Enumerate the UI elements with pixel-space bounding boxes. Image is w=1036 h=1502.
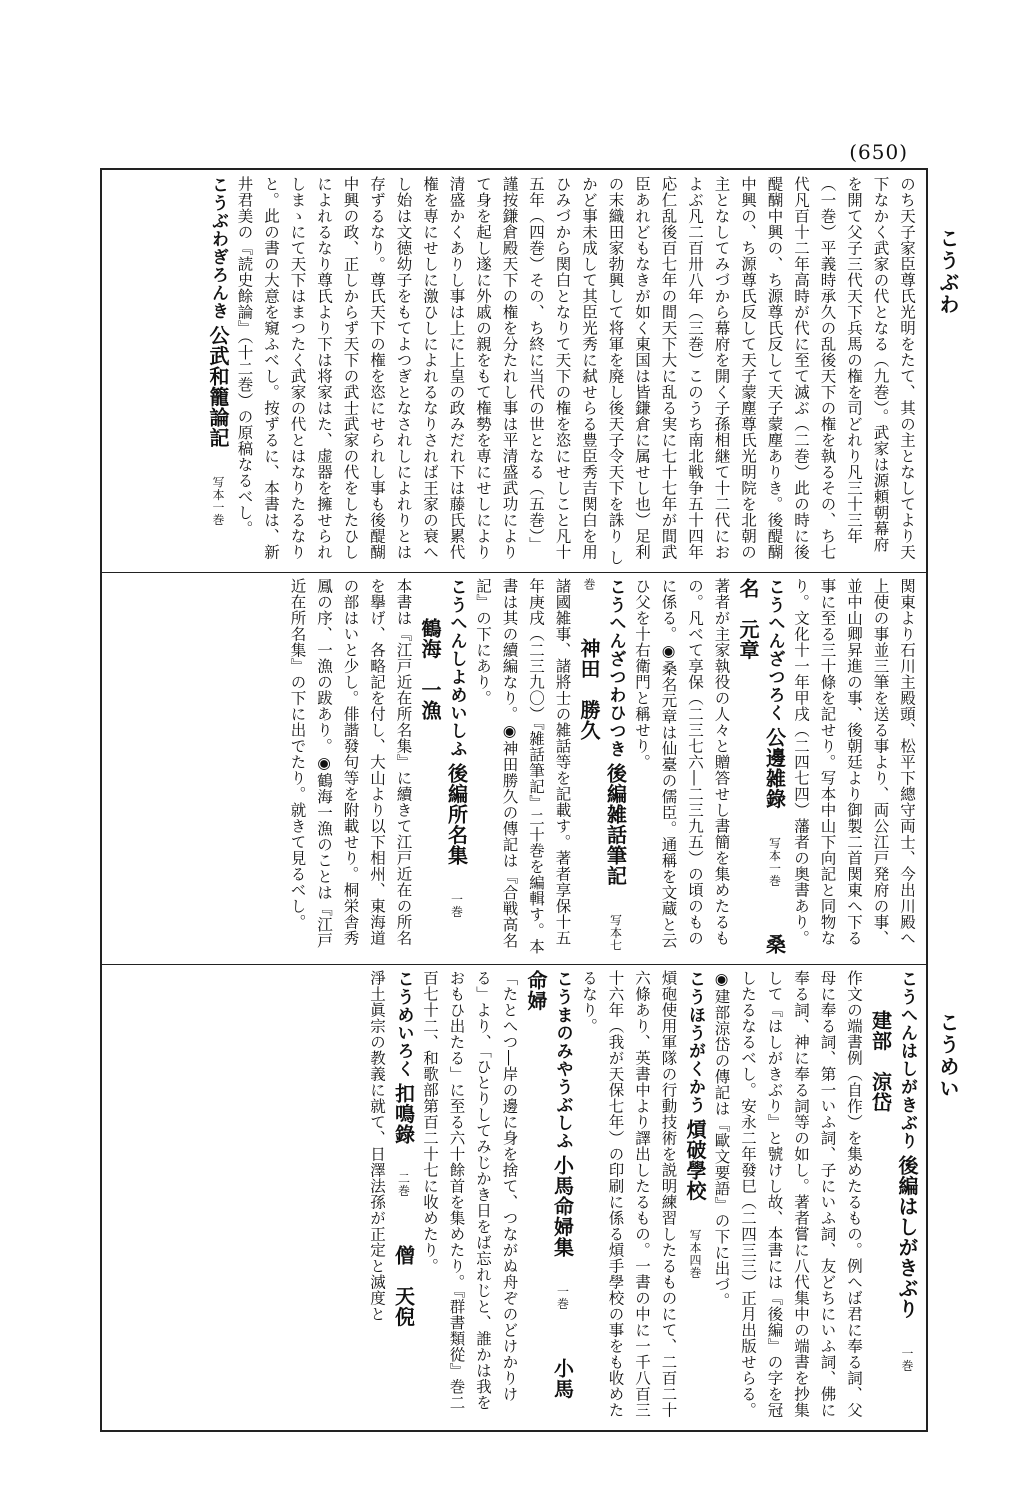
middle-section	[108, 578, 920, 958]
entry-kouhen-zatsuwa-hikki	[470, 578, 629, 958]
entry-body: 著者が主家執役の人々と贈答せし書簡を集めたるもの。凡べて享保（二三七六―二三九五）の頃のものに係る。◉桑名元章は仙臺の儒臣。通稱を文蔵と云ひ父を十右衛門と稱せり。	[633, 578, 731, 949]
entry-title-line	[392, 1083, 416, 1326]
divider-lower	[100, 964, 928, 965]
page-number: (650)	[849, 140, 908, 164]
entry-reading: こうへんざつわひつき	[605, 578, 626, 758]
entry-kouma-no-myoubu-shu	[417, 970, 576, 1426]
entry-body: 諸國雑事、諸將士の雑話等を記載す。著者享保十五年庚戌（二三九〇）『雑話筆記』二十巻を編輯す。本書は其の續編なり。◉神田勝久の傳記は『合戦高名記』の下にあり。	[474, 578, 572, 955]
top-section	[108, 176, 920, 566]
running-head-upper: こうぶわ	[936, 228, 960, 316]
entry-volumes: 写本四巻	[688, 1228, 702, 1279]
entry-title: 後編所名集	[444, 763, 469, 866]
entry-reading: こうへんしよめいしふ	[446, 578, 467, 758]
entry-reading: こうへんざつろく	[764, 578, 785, 722]
entry-body: 作文の端書例（自作）を集めたるもの。例へば君に奉る詞、父母に奉る詞、第一いふ詞、子にいふ詞、友どちにいふ詞、佛に奉る詞、神に奉る詞等の如し。著者嘗に八代集中の端書を抄集して『はしがきぶり』と號けし故、本書には『後編』の字を冠したるなるべし。安永二年發巳（二四三三）正月出版せらる。◉建部涼岱の傳記は『歐文要語』の下に出づ。	[712, 970, 863, 1418]
entry-body: 本書は『江戸近在所名集』に續きて江戸近在の所名を擧げ、各略記を付し、大山より以下相州、東海道の部はいと少し。俳諧發句等を附載せり。桐栄舎秀鳳の序、一漁の跋あり。◉鶴海一漁のことは『江戸近在所名集』の下に出でたり。就きて見るべし。	[288, 578, 413, 949]
entry-author: 神田 勝久	[577, 637, 601, 741]
entry-title: 公邊雑錄	[762, 727, 787, 810]
continued-entry-text: 関東より石川主殿頭、松平下總守両士、今出川殿へ上使の事並三筆を送る事より、両公江戸発府の事、並中山卿昇進の事、後朝廷より御製二首関東へ下る事に至る三十條を記せり。写本中山下向記と同物なり。文化十一年甲戌（二四七四）藩者の奥書あり。	[792, 578, 916, 946]
entry-reading: こうへんはしがきぶり	[897, 970, 917, 1150]
entry-volumes: 写本一巻	[211, 475, 225, 526]
entry-kouhen-hashigakiburi	[708, 970, 920, 1426]
entry-reading: こうほうがくかう	[685, 970, 705, 1114]
entry-kouhou-gakkou	[576, 970, 709, 1426]
entry-reading: こうめいろく	[393, 970, 414, 1078]
entry-author: 鶴海 一漁	[418, 618, 442, 721]
bottom-section	[108, 970, 920, 1426]
entry-body: 淨土眞宗の教義に就て、日澤法孫が正定と滅度と	[368, 970, 386, 1322]
entry-author: 僧 天倪	[391, 1244, 416, 1327]
entry-volumes: 写本七巻	[582, 578, 623, 952]
entry-title: 熕破學校	[683, 1119, 707, 1202]
entry-title-line	[683, 1119, 707, 1278]
entry-koumeiroku	[364, 970, 417, 1426]
entry-volumes: 写本一巻	[767, 836, 782, 887]
entry-body: 熕砲使用軍隊の行動技術を説明練習したるものにて、二百二十六條あり、英書中より譯出したるもの。一書の中に一千八百三十六年（我が天保七年）の印刷に係る熕手學校の事をも收めたるなり。	[580, 970, 678, 1418]
entry-koubu-wagi	[205, 176, 232, 566]
entry-author: 建部 涼岱	[868, 1010, 893, 1113]
entry-title: 後編はしがきぶり	[895, 1155, 919, 1320]
entry-title: 小馬命婦集	[550, 1155, 575, 1258]
entry-title: 公武和籠論記	[206, 325, 230, 449]
entry-kouhen-shomeishu	[284, 578, 470, 958]
entry-volumes: 一巻	[555, 1285, 570, 1311]
entry-reading: こうまのみやうぶしふ	[552, 970, 573, 1150]
entry-title: 後編雑話筆記	[603, 763, 628, 887]
entry-author: 小馬 命婦	[524, 970, 575, 1420]
entry-reading: こうぶわぎろんき	[208, 176, 228, 320]
entry-title: 扣鳴錄	[391, 1083, 416, 1145]
entry-author: 桑名 元章	[736, 578, 787, 955]
entry-volumes: 一巻	[900, 1346, 914, 1372]
entry-volumes: 二巻	[396, 1172, 411, 1198]
entry-title-line	[206, 325, 230, 525]
continued-entry-text: のち天子家臣尊氏光明をたて、其の主となしてより天下なかく武家の代となる（九巻）。武家は源頼朝幕府を開て父子三代天下兵馬の権を司どれり凡三十三年（一巻）平義時承久の乱後天下の権を執るその、ち七代凡百十二年高時が代に至て滅ぶ（二巻）此の時に後醍醐中興の、ち源尊氏反して天子蒙塵ありき。後醍醐中興の、ち源尊氏反して天子蒙塵尊氏光明院を北朝の主となしてみづから幕府を開く子孫相継て十二代におよぶ凡二百卅八年（三巻）このうち南北戦争五十四年応仁乱後百七年の間天下大に乱る実に七十七年が間武臣あれどもなきが如く東国は皆鎌倉に属せし也）足利の末織田家勃興して将軍を廃し後天子令天下を誅り しかど事未成して其臣光秀に弑せらる豊臣秀吉関白を用ひみづから関白となりて天下の権を恣にせしこと凡十五年（四巻）その、ち終に当代の世となる（五巻）」謹按鎌倉殿天下の権を分たれし事は平清盛武功によりて身を起し遂に外戚の親をもて権勢を専にせしにより清盛かくありし事は上に上皇の政みだれ下は藤氏累代権を専にせしに激ひしによれるなりされば王家の衰へし始は文徳幼子をもてよつぎとなされしによれりとは存ずるなり。尊氏天下の権を恣にせられし事も後醍醐中興の政、正しからず天下の武士武家の代をしたひしによれるなり尊氏より下は将家はた、虚器を擁せられしまゝにて天下はまつたく武家の代とはなりたるなりと。此の書の大意を窺ふべし。按ずるに、本書は、新井君美の『読史餘論』（十二巻）の原稿なるべし。	[235, 176, 916, 566]
entry-body: 「たとへつ―岸の邊に身を捨て、つながぬ舟ぞのどけかりける」より、「ひとりしてみじかき日をば忘れじと、誰かは我をおもひ出たる」に至る六十餘首を集めたり。『群書類從』巻二百七十二、和歌部第百二十七に收めたり。	[421, 970, 519, 1411]
entry-kouhen-zatsuroku	[629, 578, 788, 958]
divider-upper	[100, 572, 928, 573]
entry-volumes: 一巻	[449, 893, 464, 919]
running-head-lower: こうめい	[936, 1012, 960, 1100]
